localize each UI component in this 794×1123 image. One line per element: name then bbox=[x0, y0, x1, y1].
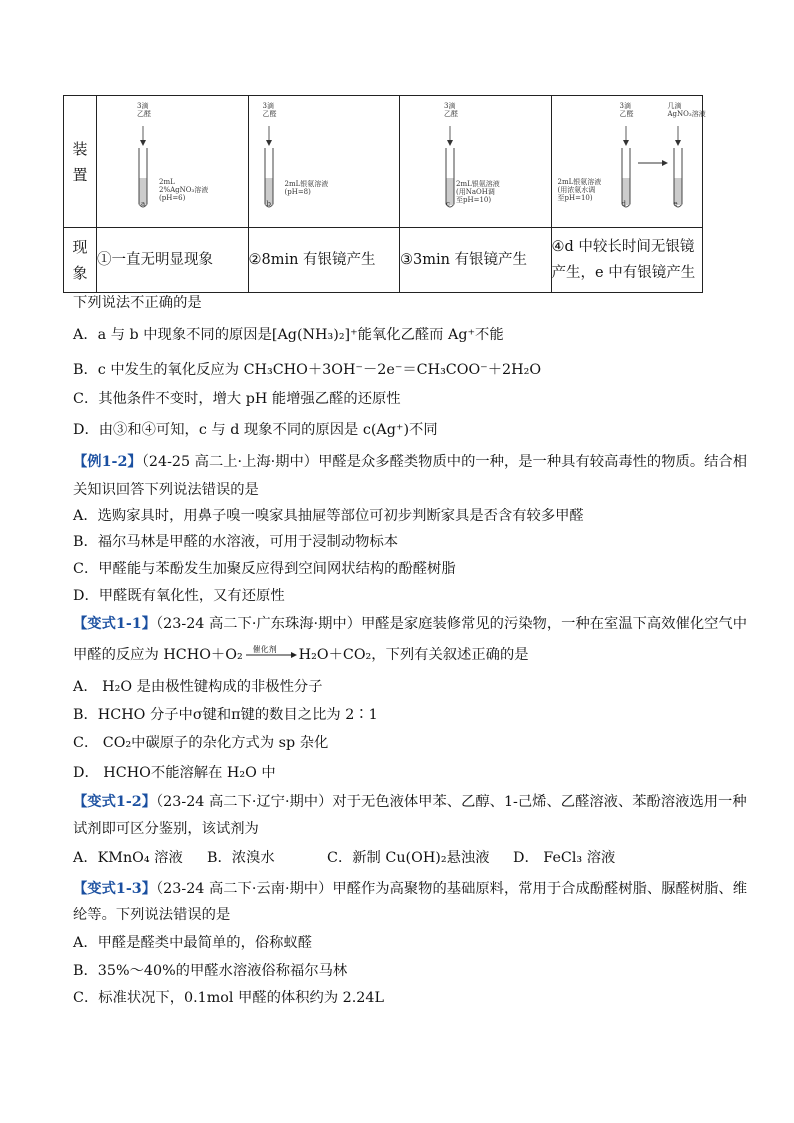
observation-header bbox=[64, 228, 97, 293]
observation-1: ①一直无明显现象 bbox=[97, 228, 249, 293]
observation-2: ②8min 有银镜产生 bbox=[248, 228, 400, 293]
v11-option-c: C． CO₂中碳原子的杂化方式为 sp 杂化 bbox=[73, 735, 329, 751]
drops-label-e: 几滴 AgNO₃溶液 bbox=[667, 102, 706, 118]
v11-line-2 bbox=[73, 645, 529, 665]
catalyst-arrow bbox=[243, 647, 299, 663]
solution-label-b: 2mL银氨溶液 (pH=8) bbox=[284, 180, 329, 196]
observation-row bbox=[64, 228, 703, 293]
q1-option-a: A．a 与 b 中现象不同的原因是[Ag(NH₃)₂]⁺能氧化乙醛而 Ag⁺不能 bbox=[73, 327, 504, 343]
test-tube-b-icon bbox=[255, 116, 295, 216]
tube-letter-a: a bbox=[141, 200, 146, 208]
apparatus-a bbox=[97, 96, 249, 228]
apparatus-header-char-2: 置 bbox=[72, 165, 88, 184]
test-tube-e-icon bbox=[664, 116, 704, 216]
v13-option-c: C．标准状况下，0.1mol 甲醛的体积约为 2.24L bbox=[73, 990, 384, 1006]
q1-stem: 下列说法不正确的是 bbox=[73, 295, 202, 311]
v12-option-a: A．KMnO₄ 溶液 bbox=[73, 850, 183, 866]
v13-line-1 bbox=[73, 879, 747, 899]
observation-3: ③3min 有银镜产生 bbox=[400, 228, 552, 293]
tube-letter-d: d bbox=[621, 200, 626, 208]
apparatus-d-e bbox=[551, 96, 706, 228]
v11-option-b: B．HCHO 分子中σ键和π键的数目之比为 2∶1 bbox=[73, 707, 378, 723]
reaction-arrow-icon bbox=[243, 647, 299, 663]
solution-label-a: 2mL 2%AgNO₃溶液 (pH=6) bbox=[159, 178, 209, 202]
q1-option-d: D．由③和④可知，c 与 d 现象不同的原因是 c(Ag⁺)不同 bbox=[73, 422, 438, 438]
solution-label-d: 2mL银氨溶液 (用浓氨水调 至pH=10) bbox=[557, 178, 602, 202]
v13-line-2: 纶等。下列说法错误的是 bbox=[73, 907, 231, 923]
tube-letter-c: c bbox=[446, 200, 450, 208]
v13-text-1: （23-24 高二下·云南·期中）甲醛作为高聚物的基础原料，常用于合成酚醛树脂、脲醛树脂、维 bbox=[156, 881, 748, 897]
ex12-text-1: （24-25 高二上·上海·期中）甲醛是众多醛类物质中的一种，是一种具有较高毒性的物质。结合相 bbox=[141, 454, 748, 470]
solution-label-c: 2mL银氨溶液 (用NaOH调 至pH=10) bbox=[456, 180, 500, 204]
observation-4: ④d 中较长时间无银镜产生，e 中有银镜产生 bbox=[551, 228, 703, 293]
observation-header-char-1: 现 bbox=[72, 238, 88, 256]
v11-option-a: A． H₂O 是由极性键构成的非极性分子 bbox=[73, 679, 323, 695]
v11-line-1 bbox=[73, 614, 747, 634]
drops-label-c: 3滴 乙醛 bbox=[444, 102, 458, 118]
tube-letter-e: e bbox=[673, 200, 678, 208]
v12-line-2: 试剂即可区分鉴别，该试剂为 bbox=[73, 821, 259, 837]
drops-label-d: 3滴 乙醛 bbox=[619, 102, 634, 118]
ex12-line-1 bbox=[73, 452, 747, 472]
v11-tag: 【变式1-1】 bbox=[73, 616, 157, 632]
v13-tag: 【变式1-3】 bbox=[73, 881, 157, 897]
ex12-option-d: D．甲醛既有氧化性，又有还原性 bbox=[73, 588, 285, 604]
v12-option-d: D． FeCl₃ 溶液 bbox=[513, 850, 616, 866]
v12-option-c: C．新制 Cu(OH)₂悬浊液 bbox=[327, 850, 490, 866]
drops-label-a: 3滴 乙醛 bbox=[137, 102, 151, 118]
v12-option-b: B．浓溴水 bbox=[207, 850, 275, 866]
apparatus-row bbox=[64, 96, 703, 228]
apparatus-c bbox=[400, 96, 552, 228]
v11-text-2-pre: 甲醛的反应为 HCHO＋O₂ bbox=[73, 647, 243, 663]
experiment-table bbox=[63, 95, 706, 293]
ex12-line-2: 关知识回答下列说法错误的是 bbox=[73, 482, 259, 498]
apparatus-header bbox=[64, 96, 97, 228]
ex12-tag: 【例1-2】 bbox=[73, 454, 142, 470]
drops-label-b: 3滴 乙醛 bbox=[262, 102, 277, 118]
catalyst-arrow-label: 催化剂 bbox=[252, 645, 277, 654]
v11-option-d: D． HCHO不能溶解在 H₂O 中 bbox=[73, 765, 276, 781]
ex12-option-c: C．甲醛能与苯酚发生加聚反应得到空间网状结构的酚醛树脂 bbox=[73, 561, 456, 577]
v11-text-2-post: H₂O＋CO₂，下列有关叙述正确的是 bbox=[298, 647, 529, 663]
ex12-option-b: B．福尔马林是甲醛的水溶液，可用于浸制动物标本 bbox=[73, 534, 399, 550]
ex12-option-a: A．选购家具时，用鼻子嗅一嗅家具抽屉等部位可初步判断家具是否含有较多甲醛 bbox=[73, 508, 584, 524]
observation-header-char-2: 象 bbox=[72, 264, 88, 282]
q1-option-c: C．其他条件不变时，增大 pH 能增强乙醛的还原性 bbox=[73, 391, 401, 407]
q1-option-b: B．c 中发生的氧化反应为 CH₃CHO＋3OH⁻－2e⁻＝CH₃COO⁻＋2H₂O bbox=[73, 362, 542, 378]
v12-tag: 【变式1-2】 bbox=[73, 794, 157, 810]
v12-line-1 bbox=[73, 792, 747, 812]
v13-option-a: A．甲醛是醛类中最简单的，俗称蚁醛 bbox=[73, 935, 313, 951]
v11-text-1: （23-24 高二下·广东珠海·期中）甲醛是家庭装修常见的污染物，一种在室温下高效催化空气中 bbox=[156, 616, 748, 632]
v12-text-1: （23-24 高二下·辽宁·期中）对于无色液体甲苯、乙醇、1-己烯、乙醛溶液、苯酚溶液选用一种 bbox=[156, 794, 747, 810]
v13-option-b: B．35%～40%的甲醛水溶液俗称福尔马林 bbox=[73, 963, 348, 979]
apparatus-header-char-1: 装 bbox=[72, 139, 88, 158]
tube-letter-b: b bbox=[266, 200, 271, 208]
apparatus-b bbox=[248, 96, 400, 228]
